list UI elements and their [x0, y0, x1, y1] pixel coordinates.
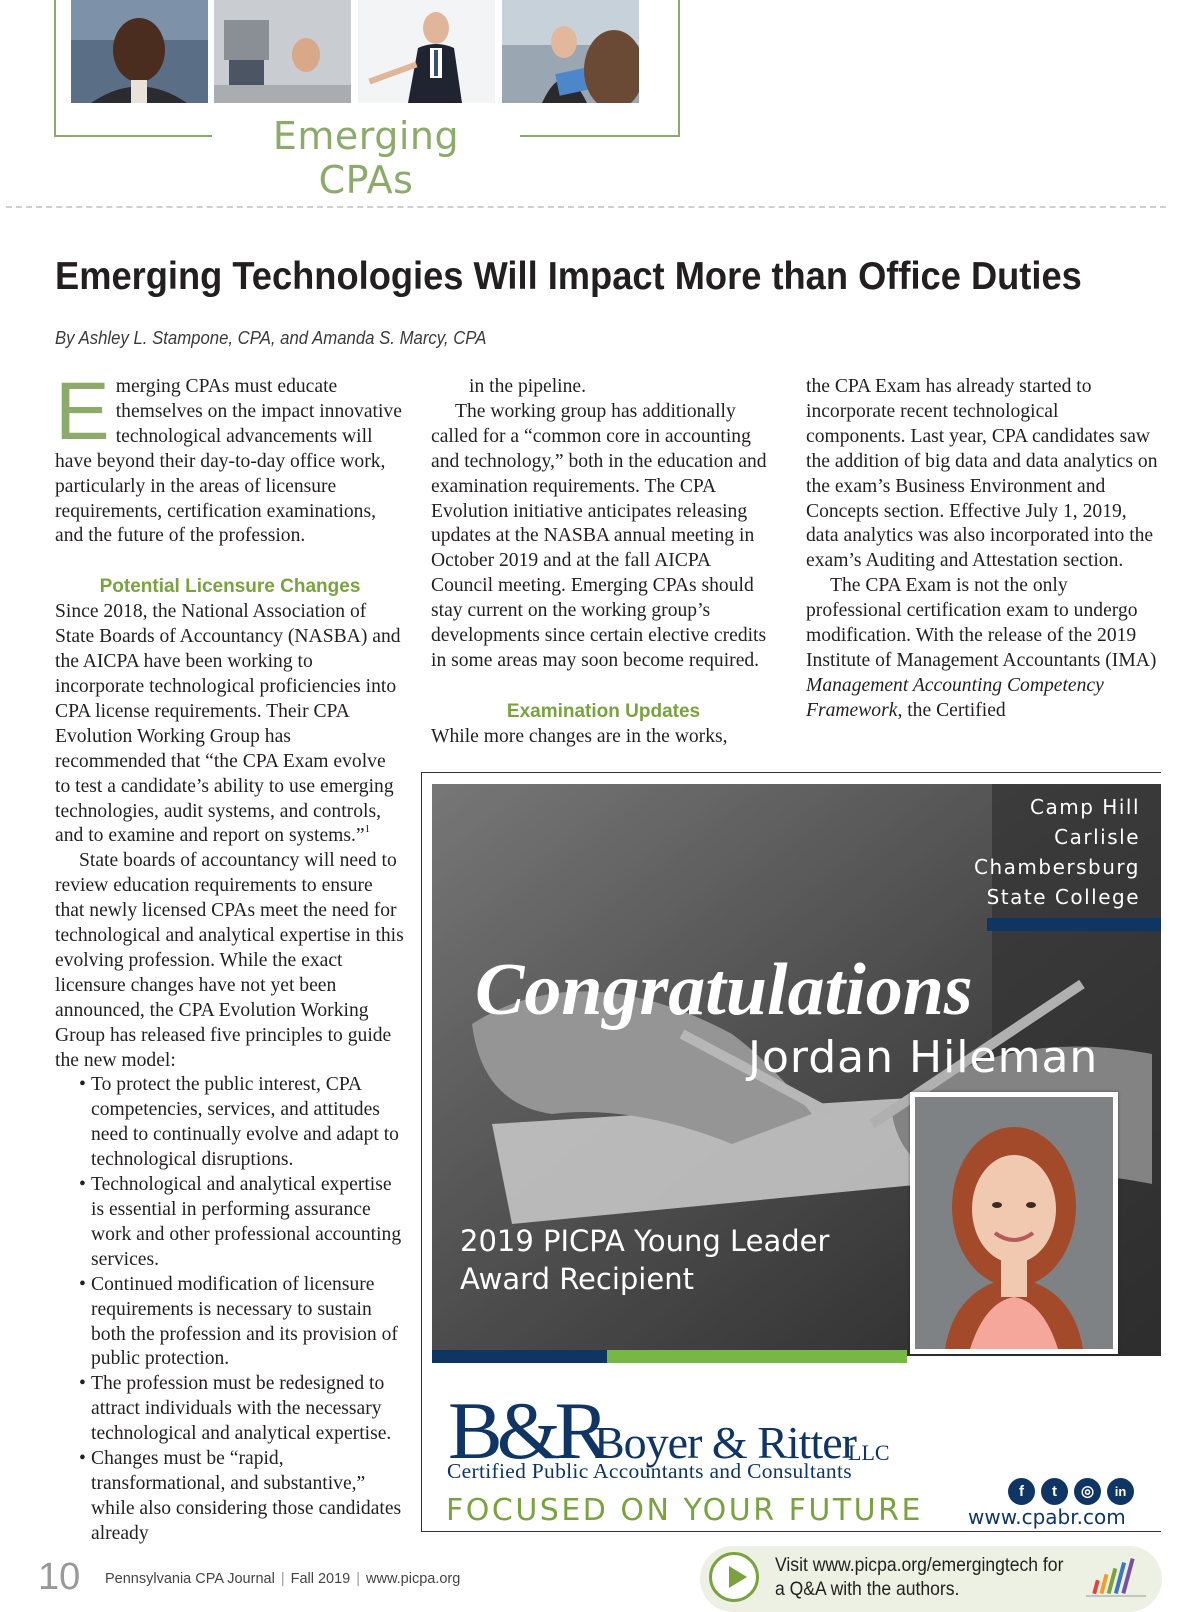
header-frame-bottom-left — [54, 135, 212, 137]
paragraph-4: While more changes are in the works, — [431, 725, 728, 747]
instagram-icon[interactable]: ◎ — [1074, 1478, 1101, 1505]
column-2 — [431, 375, 776, 750]
ad-frame-bottom — [421, 1531, 1161, 1532]
paragraph-6-text: The CPA Exam is not the only professional certification exam to undergo modification. With the release of the 2019 Institute of Management Accountants (IMA) — [806, 575, 1157, 671]
article-byline: By Ashley L. Stampone, CPA, and Amanda S. Marcy, CPA — [55, 328, 487, 348]
ad-award-text: 2019 PICPA Young Leader Award Recipient — [460, 1224, 830, 1296]
city-accent-bar — [987, 918, 1161, 931]
boyer-ritter-slogan: FOCUSED ON YOUR FUTURE — [446, 1493, 923, 1528]
ad-stripe-blue — [432, 1350, 607, 1363]
city-label: Camp Hill — [1030, 795, 1140, 819]
column-3 — [806, 375, 1161, 724]
page-number: 10 — [38, 1556, 81, 1598]
framework-title: Management Accounting Competency Framework — [806, 674, 1104, 721]
paragraph-6 — [806, 574, 1161, 723]
article-headline: Emerging Technologies Will Impact More than Office Duties — [55, 255, 1082, 298]
boyer-ritter-logo-mark: B&R — [448, 1385, 604, 1476]
ad-recipient-name: Jordan Hileman — [748, 1032, 1099, 1083]
paragraph-1-text: Since 2018, the National Association of State Boards of Accountancy (NASBA) and the AICPA have been working to incorporate technological proficiencies into CPA license requirements. Their CPA Evolution Working Group has recommended that “the CPA Exam evolve to test a candidate’s ability to use emerging technologies, audit systems, and controls, and to examine and report on systems.” — [55, 601, 401, 847]
intro-text: merging CPAs must educate themselves on the impact innovative technological advancements will have beyond their day-to-day office work, particularly in the areas of licensure requirements, certification examinations, and the future of the profession. — [55, 376, 402, 547]
paragraph-2: State boards of accountancy will need to review education requirements to ensure that newly licensed CPAs meet the need for technological and analytical expertise in this evolving profession. While the exact licensure changes have not yet been announced, the CPA Evolution Working Group has released five principles to guide the new model: — [55, 850, 404, 1071]
paragraph-3: The working group has additionally called for a “common core in accounting and technology,” both in the education and examination requirements. The CPA Evolution initiative anticipates releasing updates at the NASBA annual meeting in October 2019 and at the fall AICPA Council meeting. Emerging CPAs should stay current on the working group’s developments since certain elective credits in some areas may soon become required. — [431, 400, 767, 671]
boyer-ritter-url[interactable]: www.cpabr.com — [968, 1505, 1126, 1529]
promo-line: Visit www.picpa.org/emergingtech for — [775, 1554, 1064, 1576]
publication-name: Pennsylvania CPA Journal — [105, 1571, 275, 1587]
twitter-icon[interactable]: t — [1041, 1478, 1068, 1505]
boyer-ritter-llc: LLC — [848, 1440, 890, 1465]
header-photo-4 — [502, 0, 639, 103]
paragraph-6-end: , the Certified — [897, 699, 1006, 721]
promo-text[interactable] — [775, 1553, 1063, 1601]
facebook-icon[interactable]: f — [1008, 1478, 1035, 1505]
header-photo-3 — [358, 0, 495, 103]
site-link[interactable]: www.picpa.org — [366, 1571, 461, 1587]
intro-paragraph — [55, 366, 405, 549]
dashed-divider — [6, 206, 1166, 208]
header-photo-1 — [71, 0, 208, 103]
paragraph-1 — [55, 600, 405, 849]
column-1 — [55, 366, 405, 1547]
promo-line: a Q&A with the authors. — [775, 1578, 960, 1600]
list-item: • Technological and analytical expertise is essential in performing assurance work and other professional accounting services. — [55, 1173, 405, 1273]
principles-list — [55, 1073, 405, 1546]
office-locations — [974, 792, 1140, 912]
boyer-ritter-name: Boyer & Ritter — [594, 1417, 856, 1468]
recipient-portrait — [910, 1092, 1118, 1354]
separator: | — [280, 1571, 285, 1587]
list-item: • To protect the public interest, CPA competencies, services, and attitudes need to continually evolve and adapt to technological disruptions. — [55, 1073, 405, 1173]
section-title: Emerging CPAs — [272, 114, 460, 202]
city-label: Carlisle — [1054, 825, 1140, 849]
subhead-examination: Examination Updates — [506, 700, 701, 722]
play-icon[interactable] — [709, 1552, 759, 1602]
list-item: • The profession must be redesigned to attract individuals with the necessary technological and analytical expertise. — [55, 1372, 405, 1447]
subhead-licensure: Potential Licensure Changes — [99, 576, 361, 598]
paragraph-5: the CPA Exam has already started to incorporate recent technological components. Last year, CPA candidates saw the addition of big data and data analytics on the exam’s Business Environment and Concepts section. Effective July 1, 2019, data analytics was also incorporated into the exam’s Auditing and Attestation section. — [806, 376, 1158, 572]
ad-frame-top — [421, 772, 1161, 773]
footer-publication-line — [105, 1571, 460, 1587]
picpa-logo-icon — [1086, 1552, 1146, 1602]
header-frame-left — [54, 0, 56, 137]
header-frame-right — [678, 0, 680, 137]
list-item: • Continued modification of licensure requirements is necessary to sustain both the profession and its provision of public protection. — [55, 1273, 405, 1373]
city-label: Chambersburg — [974, 855, 1140, 879]
ad-frame-left — [421, 772, 422, 1532]
header-photo-2 — [214, 0, 351, 103]
column-2-continuation: in the pipeline. — [469, 376, 586, 397]
list-item: • Changes must be “rapid, transformational, and substantive,” while also considering those candidates already — [55, 1447, 405, 1547]
header-frame-bottom-right — [520, 135, 680, 137]
footnote-ref: 1 — [364, 823, 371, 836]
boyer-ritter-tagline: Certified Public Accountants and Consultants — [447, 1459, 852, 1483]
city-label: State College — [986, 885, 1140, 909]
drop-cap: E — [55, 366, 110, 457]
ad-congratulations: Congratulations — [475, 949, 973, 1031]
ad-stripe-green — [607, 1350, 907, 1363]
issue-label: Fall 2019 — [290, 1571, 351, 1587]
linkedin-icon[interactable]: in — [1107, 1478, 1134, 1505]
separator: | — [356, 1571, 361, 1587]
